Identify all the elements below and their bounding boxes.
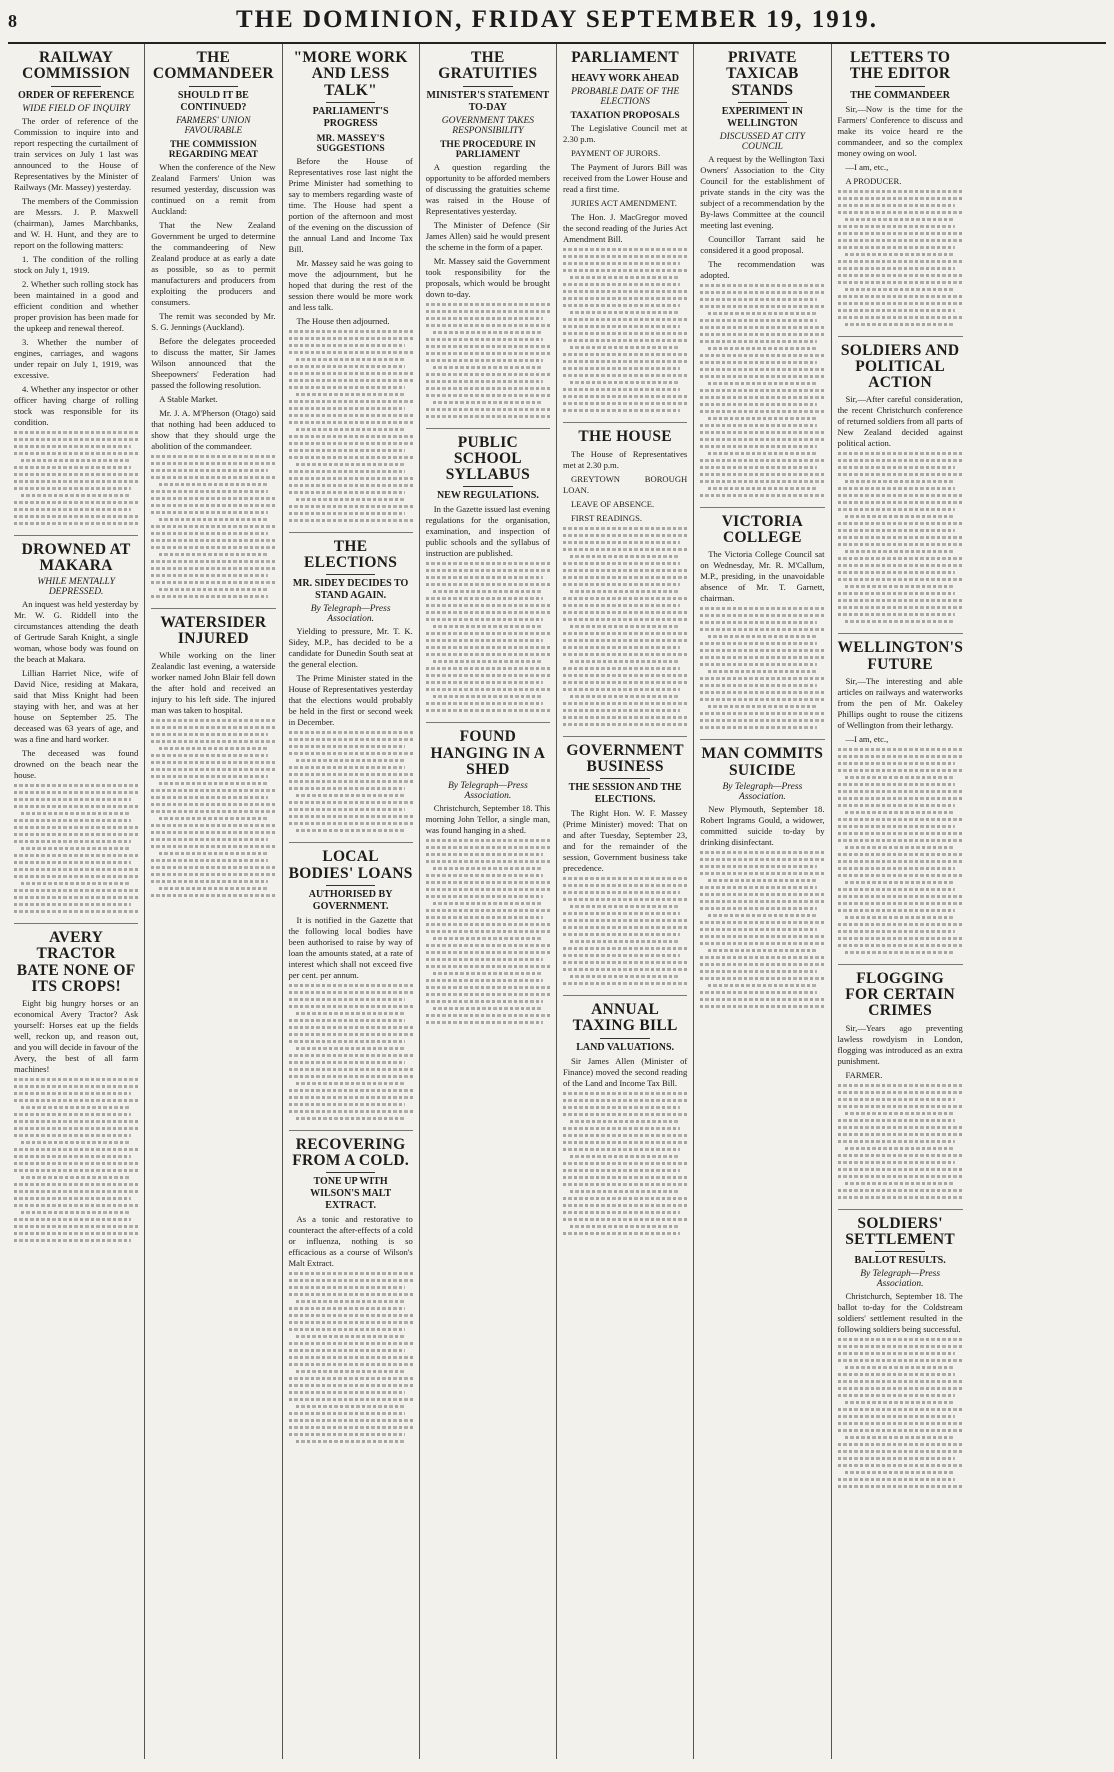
article — [426, 428, 550, 713]
divider — [600, 778, 650, 779]
page-number: 8 — [8, 11, 17, 31]
article-paragraph: Sir James Allen (Minister of Finance) moved the second reading of the Land and Income Tax Bill. — [563, 1055, 688, 1088]
article-headline: RAILWAY COMMISSION — [22, 49, 131, 83]
article — [563, 50, 687, 412]
text-filler — [700, 851, 824, 1008]
article-headline: THE HOUSE — [578, 428, 672, 446]
article-paragraph: —I am, etc., — [845, 733, 889, 744]
divider — [600, 69, 650, 70]
text-filler — [14, 431, 138, 525]
article-paragraph: The Prime Minister stated in the House of Representatives yesterday that the elections would probably be held in the first or second week in December. — [288, 673, 413, 728]
article-deck: SHOULD IT BE CONTINUED? — [177, 89, 249, 113]
article-section-head: THE PROCEDURE IN PARLIAMENT — [440, 139, 536, 160]
article — [289, 1130, 413, 1444]
article-paragraph: The Minister of Defence (Sir James Allen) said he would present the scheme in the form of a paper. — [425, 219, 550, 252]
text-filler — [563, 527, 687, 726]
article-section-head: TAXATION PROPOSALS — [570, 111, 680, 122]
text-filler — [151, 455, 275, 598]
text-filler — [563, 248, 687, 412]
article-paragraph: The order of reference of the Commission to inquire into and report respecting the curtailment of train services on July 1 last was announced to the House of Representatives by the Minister of Railways (Mr. Massey) yesterday. — [14, 115, 139, 192]
article-paragraph: FIRST READINGS. — [571, 512, 642, 523]
article-headline: FLOGGING FOR CERTAIN CRIMES — [845, 969, 955, 1020]
article-paragraph: While working on the liner Zealandic last evening, a waterside worker named John Blair fell down the after hold and received an injury to his left side. The injured man was taken to hospital. — [151, 650, 276, 716]
article-paragraph: Sir,—Now is the time for the Farmers' Conference to discuss and make its voice heard re the commandeer, and so the complex money owing on wool. — [837, 103, 963, 158]
column-4 — [420, 44, 557, 1759]
divider — [600, 1038, 650, 1039]
article — [563, 736, 687, 986]
article-paragraph: New Plymouth, September 18. Robert Ingrams Gould, a widower, committed suicide to-day by drinking disinfectant. — [700, 803, 825, 847]
article-paragraph: In the Gazette issued last evening regulations for the organisation, examination, and inspection of public schools and the syllabus of instruction are published. — [425, 504, 550, 559]
article-paragraph: 4. Whether any inspector or other officer having charge of rolling stock was responsible for its condition. — [14, 383, 139, 427]
article-paragraph: An inquest was held yesterday by Mr. W. G. Riddell into the circumstances attending the death of Gertrude Sarah Knight, a single woman, whose body was found on the beach at Makara. — [14, 599, 139, 665]
article-paragraph: The Legislative Council met at 2.30 p.m. — [563, 123, 688, 145]
article-paragraph: Mr. Massey said he was going to move the adjournment, but he hoped that during the rest of the session there would be more work and less talk. — [288, 257, 413, 312]
article — [563, 422, 687, 725]
article-headline: THE ELECTIONS — [304, 537, 398, 572]
article-deck: THE SESSION AND THE ELECTIONS. — [568, 782, 682, 806]
article — [700, 50, 824, 497]
article — [700, 739, 824, 1008]
article-headline: WATERSIDER INJURED — [160, 613, 267, 647]
text-filler — [14, 784, 138, 913]
text-filler — [700, 284, 824, 497]
article-paragraph: GREYTOWN BOROUGH LOAN. — [563, 473, 688, 495]
text-filler — [838, 748, 963, 954]
column-3 — [283, 44, 420, 1759]
article-paragraph: 3. Whether the number of engines, carriages, and wagons under repair on July 1, 1919, was excessive. — [14, 336, 139, 380]
article-paragraph: The House then adjourned. — [296, 315, 390, 326]
article-subhead: By Telegraph—Press Association. — [310, 604, 391, 625]
article — [426, 722, 550, 1024]
column-1 — [8, 44, 145, 1759]
text-filler — [151, 719, 275, 897]
column-6 — [694, 44, 831, 1759]
article — [426, 50, 550, 418]
article-paragraph: Christchurch, September 18. This morning John Tellor, a single man, was found hanging in a shed. — [425, 803, 550, 836]
article-headline: PRIVATE TAXICAB STANDS — [726, 49, 799, 99]
article-subhead: By Telegraph—Press Association. — [722, 781, 803, 802]
article-headline: GOVERNMENT BUSINESS — [566, 741, 684, 775]
text-filler — [426, 562, 550, 712]
article-paragraph: JURIES ACT AMENDMENT. — [571, 198, 677, 209]
masthead — [8, 6, 1106, 44]
article-paragraph: —I am, etc., — [845, 161, 889, 172]
article-paragraph: The Payment of Jurors Bill was received from the Lower House and read a first time. — [563, 162, 688, 195]
article — [838, 964, 963, 1199]
article-paragraph: A Stable Market. — [159, 393, 218, 404]
article-section-head: MR. MASSEY'S SUGGESTIONS — [316, 133, 385, 154]
article — [14, 923, 138, 1242]
text-filler — [289, 984, 413, 1120]
text-filler — [838, 1338, 963, 1488]
article-paragraph: The recommendation was adopted. — [700, 258, 825, 280]
article-headline: MAN COMMITS SUICIDE — [701, 745, 824, 779]
article-paragraph: A request by the Wellington Taxi Owners' Association to the City Council for the establishment of private stands in the city was the subject of a recommendation by the By-laws Committee at the council meeting last evening. — [700, 153, 825, 230]
text-filler — [563, 877, 687, 985]
text-filler — [289, 1272, 413, 1443]
text-filler — [563, 1092, 687, 1235]
article — [289, 532, 413, 833]
article-deck: MINISTER'S STATEMENT TO-DAY — [426, 89, 550, 113]
article-headline: FOUND HANGING IN A SHED — [430, 728, 546, 778]
article-subhead: By Telegraph—Press Association. — [447, 781, 528, 802]
article-paragraph: The Victoria College Council sat on Wednesday, Mr. R. M'Callum, M.P., presiding, in the unavoidable absence of Mr. T. Garnett, chairman. — [700, 549, 825, 604]
article — [151, 608, 275, 898]
article-headline: LETTERS TO THE EDITOR — [849, 49, 951, 83]
article — [700, 507, 824, 730]
article-headline: PUBLIC SCHOOL SYLLABUS — [445, 433, 530, 484]
article — [838, 50, 963, 326]
article-paragraph: Eight big hungry horses or an economical Avery Tractor? Ask yourself: Horses eat up the fields well, reckon up, and reason out, and you will decide in favour of the Avery, the best of all farm machines! — [14, 998, 139, 1075]
article-section-head: THE COMMISSION REGARDING MEAT — [168, 139, 259, 160]
article-subhead: GOVERNMENT TAKES RESPONSIBILITY — [441, 115, 535, 136]
article — [289, 50, 413, 522]
article-paragraph: Councillor Tarrant said he considered it a good proposal. — [700, 233, 825, 255]
article-deck: PARLIAMENT'S PROGRESS — [312, 105, 389, 129]
article-paragraph: Sir,—Years ago preventing lawless rowdyism in London, flogging was introduced as an extra punishment. — [837, 1022, 963, 1066]
divider — [326, 885, 376, 886]
column-5 — [557, 44, 694, 1759]
article — [151, 50, 275, 598]
article-headline: ANNUAL TAXING BILL — [572, 1001, 678, 1035]
divider — [189, 86, 239, 87]
article-paragraph: The Hon. J. MacGregor moved the second reading of the Juries Act Amendment Bill. — [563, 212, 688, 245]
article-subhead: FARMERS' UNION FAVOURABLE — [176, 115, 251, 136]
article-headline: DROWNED AT MAKARA — [21, 540, 131, 574]
article-subhead: WHILE MENTALLY DEPRESSED. — [37, 577, 115, 598]
article-deck: BALLOT RESULTS. — [854, 1255, 946, 1267]
article-headline: THE COMMANDEER — [152, 49, 274, 83]
text-filler — [838, 452, 963, 623]
divider — [738, 102, 788, 103]
divider — [875, 86, 925, 87]
article-paragraph: Lillian Harriet Nice, wife of David Nice, residing at Makara, said that Miss Knight had been staying with her, and was at her house on September 25. The deceased was 63 years of age, and was a fine and hard worker. — [14, 668, 139, 745]
article-paragraph: Yielding to pressure, Mr. T. K. Sidey, M.P., has decided to be a candidate for Dunedin South seat at the general election. — [288, 626, 413, 670]
article-deck: MR. SIDEY DECIDES TO STAND AGAIN. — [292, 578, 409, 602]
text-filler — [838, 1084, 963, 1199]
divider — [463, 86, 513, 87]
article-headline: SOLDIERS AND POLITICAL ACTION — [840, 341, 960, 392]
article-deck: ORDER OF REFERENCE — [17, 89, 135, 101]
article-paragraph: Before the delegates proceeded to discuss the matter, Sir James Wilson announced that the Sheepowners' Federation had passed the following resolution. — [151, 335, 276, 390]
article-paragraph: FARMER. — [845, 1069, 883, 1080]
text-filler — [700, 607, 824, 729]
article-deck: NEW REGULATIONS. — [436, 490, 539, 502]
column-7 — [832, 44, 969, 1759]
text-filler — [289, 330, 413, 522]
article-paragraph: A question regarding the opportunity to be afforded members of discussing the gratuities scheme was raised in the House of Representatives yesterday. — [425, 161, 550, 216]
article-deck: EXPERIMENT IN WELLINGTON — [721, 105, 803, 129]
article-subhead: By Telegraph—Press Association. — [860, 1269, 941, 1290]
article-headline: WELLINGTON'S FUTURE — [837, 639, 964, 673]
article-headline: AVERY TRACTOR BATE NONE OF ITS CROPS! — [16, 929, 136, 995]
text-filler — [426, 839, 550, 1024]
article-paragraph: As a tonic and restorative to counteract the after-effects of a cold or influenza, nothing is so efficacious as a course of Wilson's Malt Extract. — [288, 1214, 413, 1269]
article-subhead: DISCUSSED AT CITY COUNCIL — [719, 131, 806, 152]
article-headline: VICTORIA COLLEGE — [721, 512, 804, 547]
article-headline: LOCAL BODIES' LOANS — [288, 848, 413, 882]
article-subhead: WIDE FIELD OF INQUIRY — [22, 103, 130, 114]
text-filler — [838, 190, 963, 326]
article-paragraph: PAYMENT OF JURORS. — [571, 148, 661, 159]
article-headline: PARLIAMENT — [571, 49, 680, 66]
article-deck: AUTHORISED BY GOVERNMENT. — [308, 888, 393, 912]
article-paragraph: A PRODUCER. — [845, 175, 902, 186]
article-deck: LAND VALUATIONS. — [576, 1041, 675, 1053]
article — [838, 336, 963, 624]
article-paragraph: LEAVE OF ABSENCE. — [571, 498, 655, 509]
article — [838, 1209, 963, 1489]
article-headline: "MORE WORK AND LESS TALK" — [293, 49, 408, 99]
article-paragraph: The Right Hon. W. F. Massey (Prime Minister) moved: That on and after Tuesday, September 23, and for the remainder of the session, Government business take precedence. — [563, 808, 688, 874]
divider — [463, 486, 513, 487]
text-filler — [289, 731, 413, 832]
article-paragraph: Before the House of Representatives rose last night the Prime Minister had something to say to members regarding waste of time. The House had spent a portion of the afternoon and most of the evening on the discussion of the annual Land and Income Tax Bill. — [288, 155, 413, 254]
article-headline: THE GRATUITIES — [438, 49, 538, 83]
article — [14, 50, 138, 525]
article-paragraph: That the New Zealand Government be urged to determine the commandeering of New Zealand produce at as early a date as possible, so as to permit manufacturers and producers from exploiting the producers and consumers. — [151, 219, 276, 307]
columns — [8, 44, 1106, 1759]
article-paragraph: Sir,—The interesting and able articles on railways and waterworks from the pen of Mr. Oakeley Phillips ought to rouse the citizens of Wellington from their lethargy. — [837, 675, 963, 730]
divider — [326, 102, 376, 103]
column-2 — [145, 44, 282, 1759]
divider — [51, 86, 101, 87]
article — [289, 842, 413, 1120]
text-filler — [14, 1078, 138, 1242]
article-headline: SOLDIERS' SETTLEMENT — [845, 1214, 956, 1248]
article-deck: HEAVY WORK AHEAD — [571, 73, 679, 85]
article — [14, 535, 138, 914]
article-paragraph: It is notified in the Gazette that the following local bodies have been authorised to raise by way of loan the amounts stated, at a rate of interest which shall not exceed five per cent. per annum. — [288, 914, 413, 980]
article-subhead: PROBABLE DATE OF THE ELECTIONS — [571, 87, 680, 108]
article-paragraph: Christchurch, September 18. The ballot to-day for the Coldstream soldiers' settlement resulted in the following soldiers being successful. — [837, 1291, 963, 1335]
article — [563, 995, 687, 1235]
article-paragraph: The deceased was found drowned on the beach near the house. — [14, 748, 139, 781]
article-paragraph: The House of Representatives met at 2.30 p.m. — [563, 448, 688, 470]
article-deck: THE COMMANDEER — [850, 89, 950, 101]
article-paragraph: Mr. J. A. M'Pherson (Otago) said that nothing had been adduced to show that they should urge the abolition of the commandeer. — [151, 407, 276, 451]
article-paragraph: When the conference of the New Zealand Farmers' Union was resumed yesterday, discussion was continued on a remit from Auckland: — [151, 161, 276, 216]
article-paragraph: The members of the Commission are Messrs. J. P. Maxwell (chairman), James Marchbanks, and W. H. Hunt, and they are to report on the following matters: — [14, 195, 139, 250]
article-paragraph: 2. Whether such rolling stock has been maintained in a good and efficient condition and whether proper provision has been made for the upkeep and renewal thereof. — [14, 278, 139, 333]
article-deck: TONE UP WITH WILSON'S MALT EXTRACT. — [310, 1176, 392, 1212]
article-paragraph: Mr. Massey said the Government took responsibility for the proposals, which would be brought down to-day. — [425, 255, 550, 299]
masthead-title: THE DOMINION, FRIDAY SEPTEMBER 19, 1919. — [235, 6, 879, 33]
article — [838, 633, 963, 954]
divider — [326, 574, 376, 575]
divider — [875, 1251, 925, 1252]
article-paragraph: 1. The condition of the rolling stock on July 1, 1919. — [14, 253, 139, 275]
article-paragraph: The remit was seconded by Mr. S. G. Jennings (Auckland). — [151, 310, 276, 332]
article-headline: RECOVERING FROM A COLD. — [292, 1135, 410, 1170]
article-paragraph: Sir,—After careful consideration, the recent Christchurch conference of returned soldiers from all parts of New Zealand decided against political action. — [837, 394, 963, 449]
divider — [326, 1172, 376, 1173]
text-filler — [426, 303, 550, 418]
